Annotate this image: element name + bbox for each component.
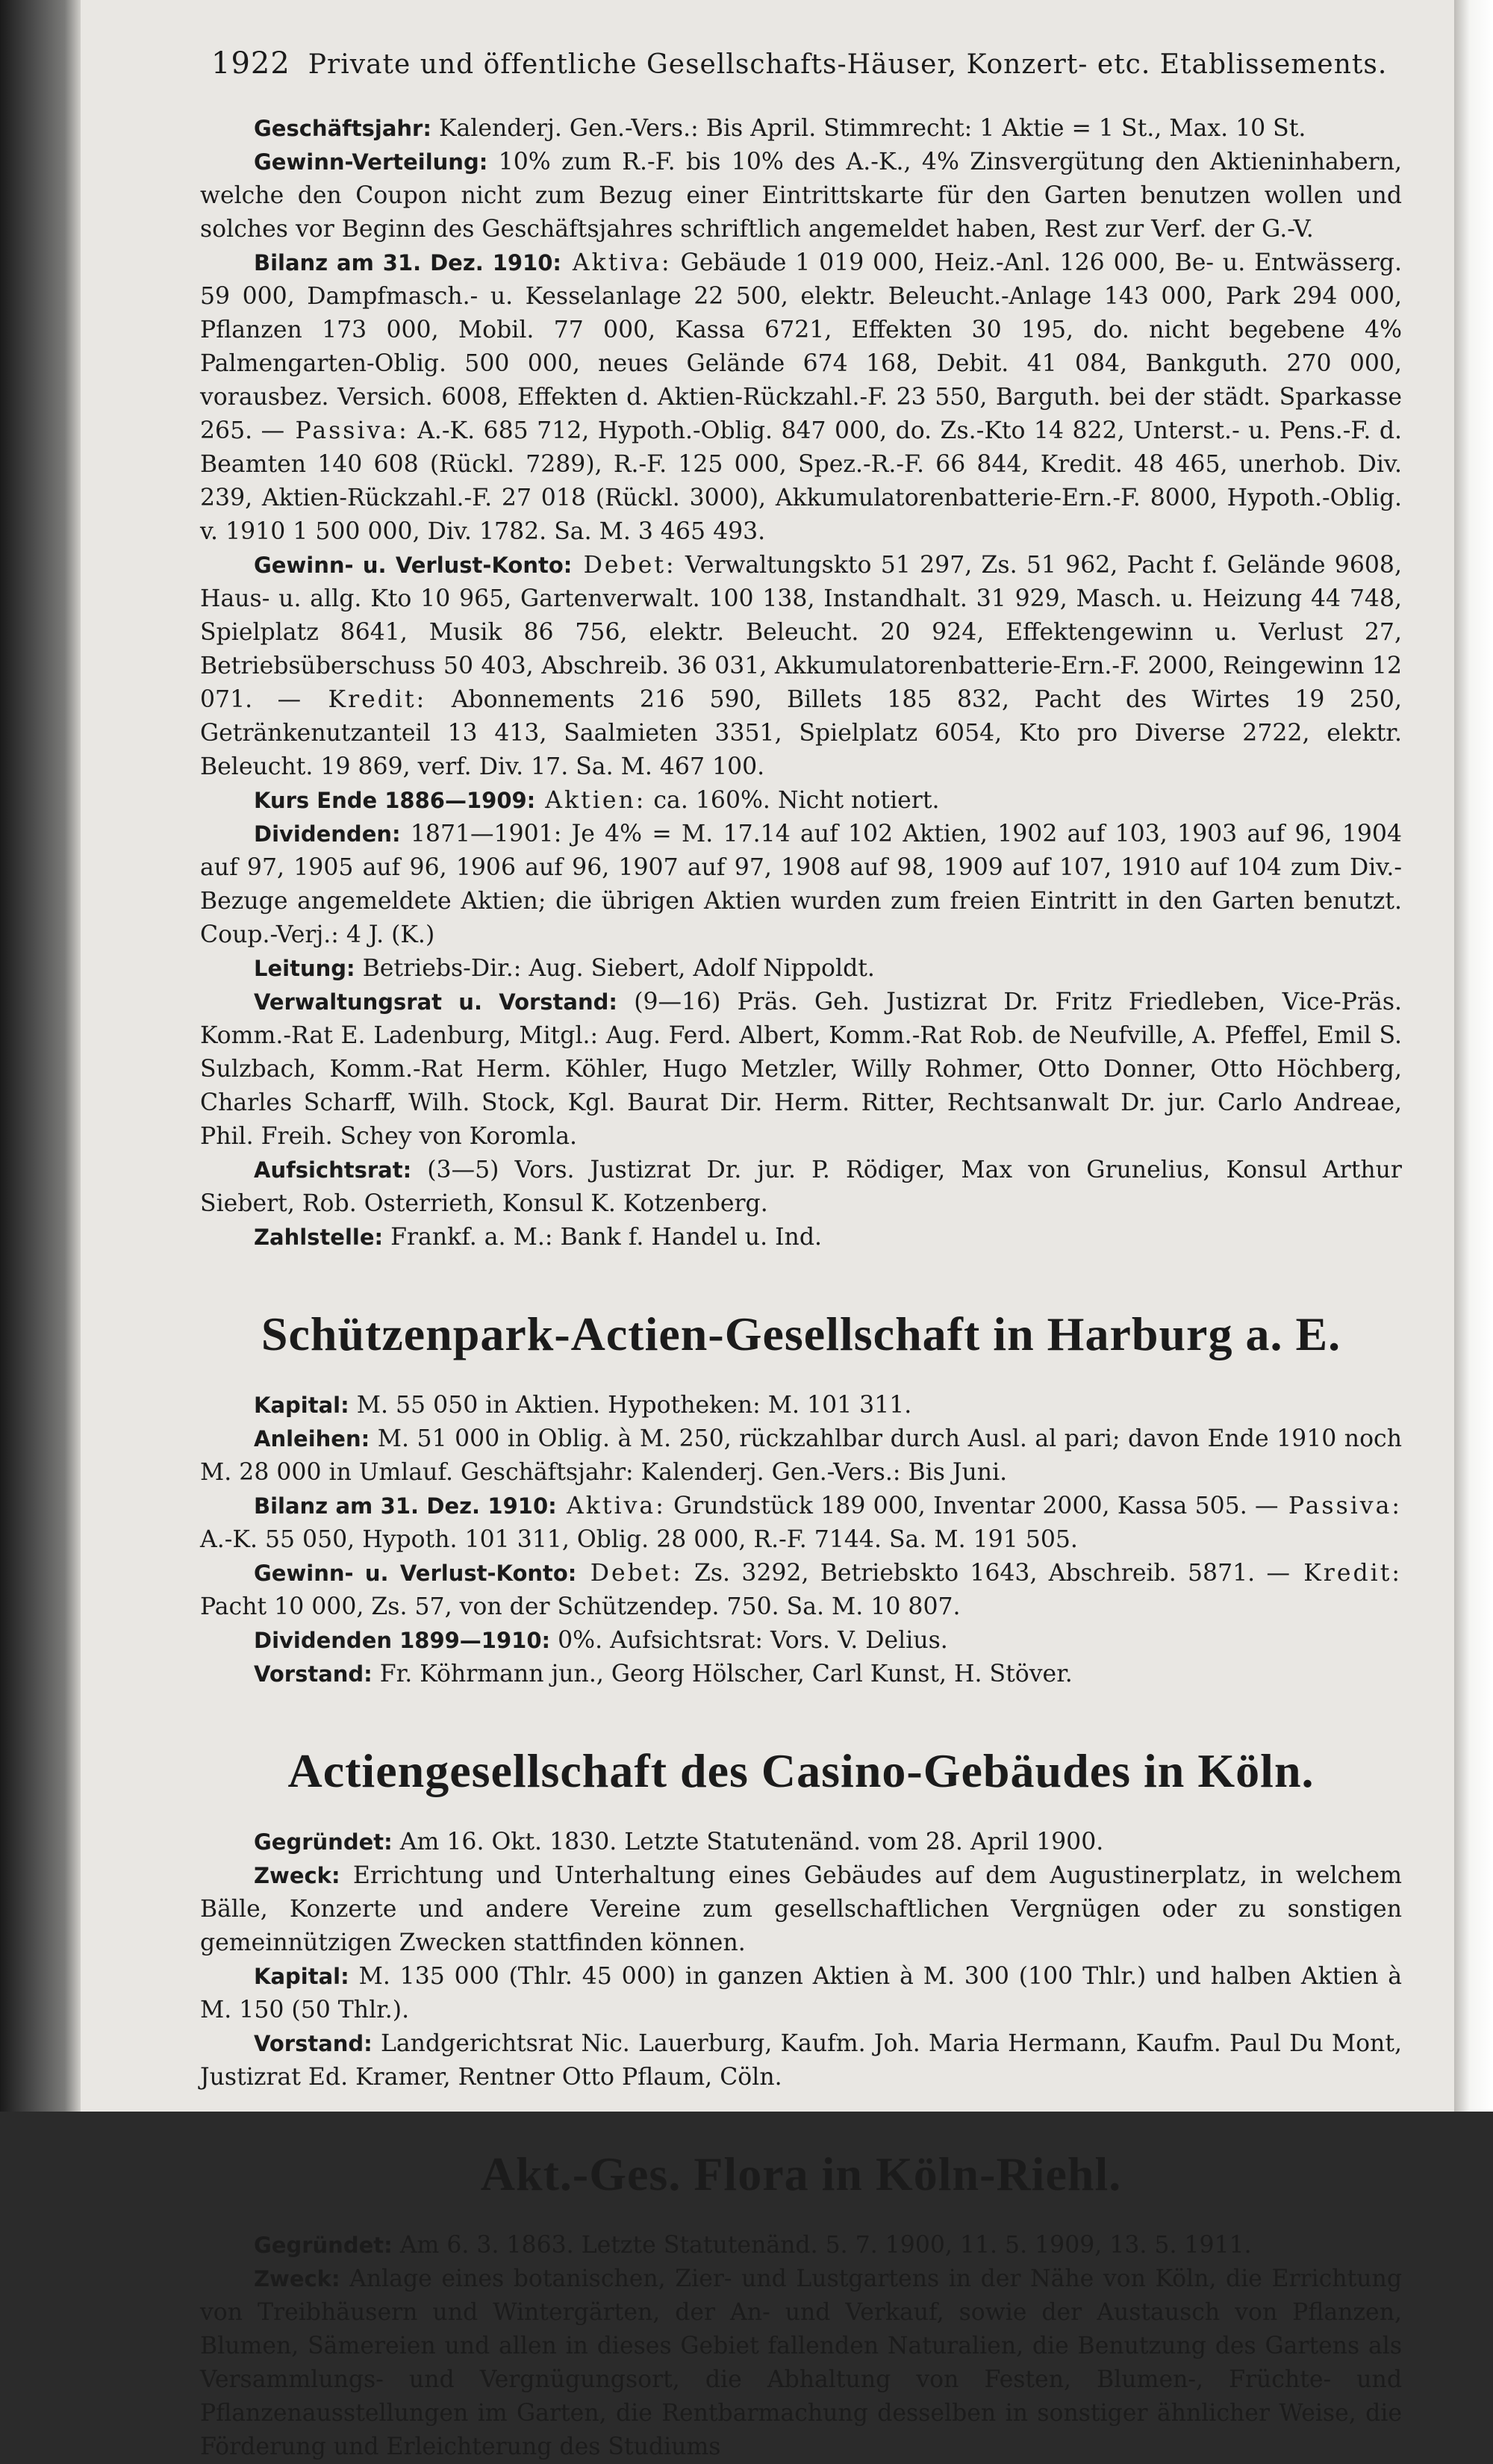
- entry-zweck: Zweck: Errichtung und Unterhaltung eines Gebäudes auf dem Augustinerplatz, in welchem Bälle, Konzerte und andere Vereine zum gesellschaftlichen Vergnügen oder zu sonstigen gemeinnützigen Zwecken stattfinden können.: [200, 1862, 1402, 1956]
- entry-leitung: Leitung: Betriebs-Dir.: Aug. Siebert, Adolf Nippoldt.: [254, 955, 875, 982]
- entry-gegruendet: Gegründet: Am 16. Okt. 1830. Letzte Statutenänd. vom 28. April 1900.: [254, 1829, 1104, 1855]
- page-right-edge: [1454, 0, 1493, 2112]
- entry-zweck: Zweck: Anlage eines botanischen, Zier- und Lustgartens in der Nähe von Köln, die Errichtung von Treibhäusern und Wintergärten, der An- und Verkauf, sowie der Austausch von Pflanzen, Blumen, Sämereien und allen in dieses Gebiet fallenden Naturalien, die Benutzung des Gartens als Versammlungs- und Vergnügungsort, die Abhaltung von Festen, Blumen-, Früchte- und Pflanzenausstellungen im Garten, die Rentbarmachung desselben in sonstiger ähnlicher Weise, die Förderung und Erleichterung des Studiums: [200, 2265, 1402, 2460]
- entry-geschaeftsjahr: Geschäftsjahr: Kalenderj. Gen.-Vers.: Bis April. Stimmrecht: 1 Aktie = 1 St., Max. 10 St.: [254, 115, 1306, 142]
- section-harburg: [200, 1307, 1402, 1691]
- entry-zahlstelle: Zahlstelle: Frankf. a. M.: Bank f. Handel u. Ind.: [254, 1224, 822, 1251]
- entry-kapital: Kapital: M. 55 050 in Aktien. Hypotheken: M. 101 311.: [254, 1392, 912, 1419]
- document-page: [81, 0, 1454, 2460]
- entry-dividenden: Dividenden 1899—1910: 0%. Aufsichtsrat: Vors. V. Delius.: [254, 1627, 948, 1654]
- entry-verwaltungsrat: Verwaltungsrat u. Vorstand: (9—16) Präs. Geh. Justizrat Dr. Fritz Friedleben, Vice-Präs. Komm.-Rat E. Ladenburg, Mitgl.: Aug. Ferd. Albert, Komm.-Rat Rob. de Neufville, A. Pfeffel, Emil S. Sulzbach, Komm.-Rat Herm. Köhler, Hugo Metzler, Willy Rohmer, Otto Donner, Otto Höchberg, Charles Scharff, Wilh. Stock, Kgl. Baurat Dir. Herm. Ritter, Rechtsanwalt Dr. jur. Carlo Andreae, Phil. Freih. Schey von Koromla.: [200, 989, 1402, 1150]
- running-header: [211, 46, 1391, 81]
- entry-vorstand: Vorstand: Landgerichtsrat Nic. Lauerburg, Kaufm. Joh. Maria Hermann, Kaufm. Paul Du Mont, Justizrat Ed. Kramer, Rentner Otto Pflaum, Cöln.: [200, 2030, 1402, 2091]
- entry-anleihen: Anleihen: M. 51 000 in Oblig. à M. 250, rückzahlbar durch Ausl. al pari; davon Ende 1910 noch M. 28 000 in Umlauf. Geschäftsjahr: Kalenderj. Gen.-Vers.: Bis Juni.: [200, 1425, 1402, 1486]
- entry-gewinn-verlust: Gewinn- u. Verlust-Konto: Debet: Verwaltungskto 51 297, Zs. 51 962, Pacht f. Gelände 9608, Haus- u. allg. Kto 10 965, Gartenverwalt. 100 138, Instandhalt. 31 929, Masch. u. Heizung 44 748, Spielplatz 8641, Musik 86 756, elektr. Beleucht. 20 924, Effektengewinn u. Verlust 27, Betriebsüberschuss 50 403, Abschreib. 36 031, Akkumulatorenbatterie-Ern.-F. 2000, Reingewinn 12 071. — Kredit: Abonnements 216 590, Billets 185 832, Pacht des Wirtes 19 250, Getränkenutzanteil 13 413, Saalmieten 3351, Spielplatz 6054, Kto pro Diverse 2722, elektr. Beleucht. 19 869, verf. Div. 17. Sa. M. 467 100.: [200, 552, 1402, 780]
- entry-gewinn-verlust: Gewinn- u. Verlust-Konto: Debet: Zs. 3292, Betriebskto 1643, Abschreib. 5871. — Kredit: Pacht 10 000, Zs. 57, von der Schützendep. 750. Sa. M. 10 807.: [200, 1560, 1402, 1620]
- entry-kurs: Kurs Ende 1886—1909: Aktien: ca. 160%. Nicht notiert.: [254, 787, 940, 814]
- page-content: [200, 112, 1402, 2464]
- section-title: Schützenpark-Actien-Gesellschaft in Harburg a. E.: [261, 1307, 1341, 1360]
- book-spine-shadow: [0, 0, 81, 2112]
- section-koeln-casino: [200, 1743, 1402, 2094]
- running-title: Private und öffentliche Gesellschafts-Häuser, Konzert- etc. Etablissements.: [308, 49, 1388, 80]
- page-number: 1922: [211, 46, 290, 81]
- section-title: Akt.-Ges. Flora in Köln-Riehl.: [480, 2147, 1122, 2200]
- entry-bilanz: Bilanz am 31. Dez. 1910: Aktiva: Gebäude 1 019 000, Heiz.-Anl. 126 000, Be- u. Entwässerg. 59 000, Dampfmasch.- u. Kesselanlage 22 500, elektr. Beleucht.-Anlage 143 000, Park 294 000, Pflanzen 173 000, Mobil. 77 000, Kassa 6721, Effekten 30 195, do. nicht begebene 4% Palmengarten-Oblig. 500 000, neues Gelände 674 168, Debit. 41 084, Bankguth. 270 000, vorausbez. Versich. 6008, Effekten d. Aktien-Rückzahl.-F. 23 550, Barguth. bei der städt. Sparkasse 265. — Passiva: A.-K. 685 712, Hypoth.-Oblig. 847 000, do. Zs.-Kto 14 822, Unterst.- u. Pens.-F. d. Beamten 140 608 (Rückl. 7289), R.-F. 125 000, Spez.-R.-F. 66 844, Kredit. 48 465, unerhob. Div. 239, Aktien-Rückzahl.-F. 27 018 (Rückl. 3000), Akkumulatorenbatterie-Ern.-F. 8000, Hypoth.-Oblig. v. 1910 1 500 000, Div. 1782. Sa. M. 3 465 493.: [200, 249, 1403, 545]
- entry-gegruendet: Gegründet: Am 6. 3. 1863. Letzte Statutenänd. 5. 7. 1900, 11. 5. 1909, 13. 5. 1911.: [254, 2232, 1252, 2259]
- section-frankfurt: [200, 112, 1402, 1254]
- entry-gewinn-verteilung: Gewinn-Verteilung: 10% zum R.-F. bis 10% des A.-K., 4% Zinsvergütung den Aktieninhabern, welche den Coupon nicht zum Bezug einer Eintrittskarte für den Garten benutzen wollen und solches vor Beginn des Geschäftsjahres schriftlich angemeldet haben, Rest zur Verf. der G.-V.: [200, 149, 1402, 243]
- section-title: Actiengesellschaft des Casino-Gebäudes in Köln.: [287, 1744, 1315, 1797]
- entry-aufsichtsrat: Aufsichtsrat: (3—5) Vors. Justizrat Dr. jur. P. Rödiger, Max von Grunelius, Konsul Arthur Siebert, Rob. Osterrieth, Konsul K. Kotzenberg.: [200, 1157, 1402, 1217]
- entry-kapital: Kapital: M. 135 000 (Thlr. 45 000) in ganzen Aktien à M. 300 (100 Thlr.) und halben Aktien à M. 150 (50 Thlr.).: [200, 1963, 1402, 2023]
- entry-dividenden: Dividenden: 1871—1901: Je 4% = M. 17.14 auf 102 Aktien, 1902 auf 103, 1903 auf 96, 1904 auf 97, 1905 auf 96, 1906 auf 96, 1907 auf 97, 1908 auf 98, 1909 auf 107, 1910 auf 104 zum Div.-Bezuge angemeldete Aktien; die übrigen Aktien wurden zum freien Eintritt in den Garten benutzt. Coup.-Verj.: 4 J. (K.): [200, 821, 1402, 948]
- section-koeln-flora: [200, 2147, 1402, 2464]
- entry-vorstand: Vorstand: Fr. Köhrmann jun., Georg Hölscher, Carl Kunst, H. Stöver.: [254, 1661, 1073, 1687]
- entry-bilanz: Bilanz am 31. Dez. 1910: Aktiva: Grundstück 189 000, Inventar 2000, Kassa 505. — Passiva: A.-K. 55 050, Hypoth. 101 311, Oblig. 28 000, R.-F. 7144. Sa. M. 191 505.: [200, 1493, 1402, 1553]
